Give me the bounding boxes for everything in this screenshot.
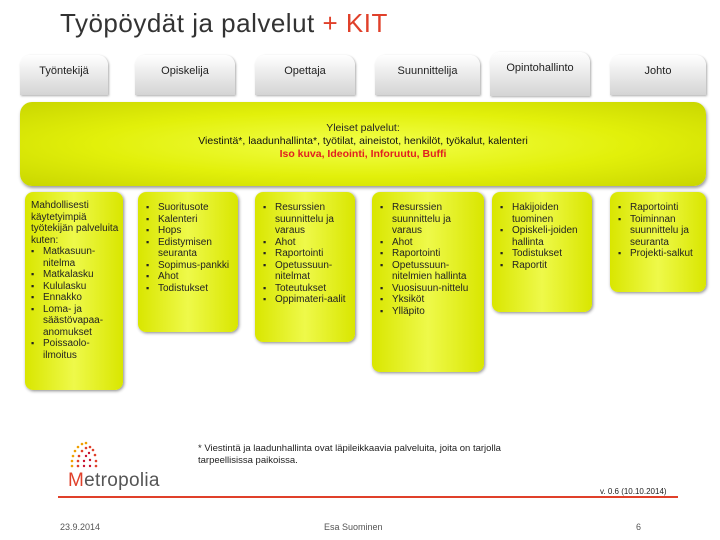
list-item: ▪ Oppimateri-aalit	[263, 294, 349, 306]
general-services-list: Viestintä*, laadunhallinta*, työtilat, aineistot, henkilöt, työkalut, kalenteri	[198, 135, 528, 147]
header-label: Työntekijä	[39, 65, 89, 77]
list-item: ▪ Raportointi	[263, 248, 349, 260]
list-item: ▪ Raportointi	[618, 202, 700, 214]
column-intro: Mahdollisesti käytetyimpiä työtekijän palveluita kuten:	[31, 200, 119, 246]
list-item: ▪ Yksiköt	[380, 294, 478, 306]
list-item: ▪ Sopimus-pankki	[146, 260, 232, 272]
list-item: ▪ Raportit	[500, 260, 586, 272]
list-item: ▪ Opetussuun-nitelmat	[263, 260, 349, 283]
header-label: Suunnittelija	[397, 65, 458, 77]
logo-m: M	[68, 470, 85, 491]
list-item: ▪ Kululasku	[31, 281, 119, 293]
header-tyontekija	[20, 55, 108, 95]
title-main: Työpöydät ja palvelut	[60, 8, 315, 38]
list-item: ▪ Toteutukset	[263, 283, 349, 295]
header-label: Johto	[644, 65, 672, 77]
list-item: ▪ Ennakko	[31, 292, 119, 304]
column-suunnittelija	[372, 192, 484, 372]
column-opiskelija	[138, 192, 238, 332]
list-item: ▪ Matkasuun-nitelma	[31, 246, 119, 269]
list-item: ▪ Ahot	[263, 237, 349, 249]
footer-date: 23.9.2014	[60, 522, 101, 532]
list-item: ▪ Toiminnan suunnittelu ja seuranta	[618, 214, 700, 249]
list-item: ▪ Ylläpito	[380, 306, 478, 318]
metropolia-logo	[58, 436, 178, 496]
header-johto	[610, 55, 706, 95]
list-item: ▪ Matkalasku	[31, 269, 119, 281]
list-item: ▪ Todistukset	[500, 248, 586, 260]
list-item: ▪ Edistymisen seuranta	[146, 237, 232, 260]
list-item: ▪ Resurssien suunnittelu ja varaus	[380, 202, 478, 237]
version-label: v. 0.6 (10.10.2014)	[600, 487, 667, 496]
footnote: * Viestintä ja laadunhallinta ovat läpileikkaavia palveluita, joita on tarjolla tarpeellisissa paikoissa.	[198, 443, 501, 466]
header-suunnittelija	[375, 55, 480, 95]
header-opintohallinto	[490, 52, 590, 96]
list-item: ▪ Opetussuun-nitelmien hallinta	[380, 260, 478, 283]
header-label: Opettaja	[284, 65, 326, 77]
footer-author: Esa Suominen	[324, 522, 383, 532]
list-item: ▪ Kalenteri	[146, 214, 232, 226]
column-opettaja	[255, 192, 355, 342]
list-item: ▪ Ahot	[146, 271, 232, 283]
header-label: Opintohallinto	[506, 62, 574, 74]
list-item: ▪ Loma- ja säästövapaa-anomukset	[31, 304, 119, 339]
list-item: ▪ Raportointi	[380, 248, 478, 260]
list-item: ▪ Opiskeli-joiden hallinta	[500, 225, 586, 248]
slide-title	[60, 8, 388, 39]
general-services-box	[20, 102, 706, 186]
header-label: Opiskelija	[161, 65, 209, 77]
footer-page-number: 6	[636, 522, 642, 532]
logo-rest: etropolia	[84, 470, 160, 491]
list-item: ▪ Vuosisuun-nittelu	[380, 283, 478, 295]
header-opiskelija	[135, 55, 235, 95]
logo-wordmark	[68, 470, 160, 492]
header-opettaja	[255, 55, 355, 95]
list-item: ▪ Todistukset	[146, 283, 232, 295]
column-tyontekija	[25, 192, 123, 390]
footer-rule	[58, 496, 678, 498]
list-item: ▪ Poissaolo-ilmoitus	[31, 338, 119, 361]
list-item: ▪ Ahot	[380, 237, 478, 249]
list-item: ▪ Hakijoiden tuominen	[500, 202, 586, 225]
list-item: ▪ Suoritusote	[146, 202, 232, 214]
title-accent: + KIT	[322, 8, 388, 38]
list-item: ▪ Projekti-salkut	[618, 248, 700, 260]
column-opintohallinto	[492, 192, 592, 312]
logo-mark-icon	[66, 436, 126, 472]
column-johto	[610, 192, 706, 292]
general-services-highlight: Iso kuva, Ideointi, Inforuutu, Buffi	[279, 148, 447, 160]
list-item: ▪ Hops	[146, 225, 232, 237]
general-services-heading: Yleiset palvelut:	[326, 122, 400, 134]
list-item: ▪ Resurssien suunnittelu ja varaus	[263, 202, 349, 237]
